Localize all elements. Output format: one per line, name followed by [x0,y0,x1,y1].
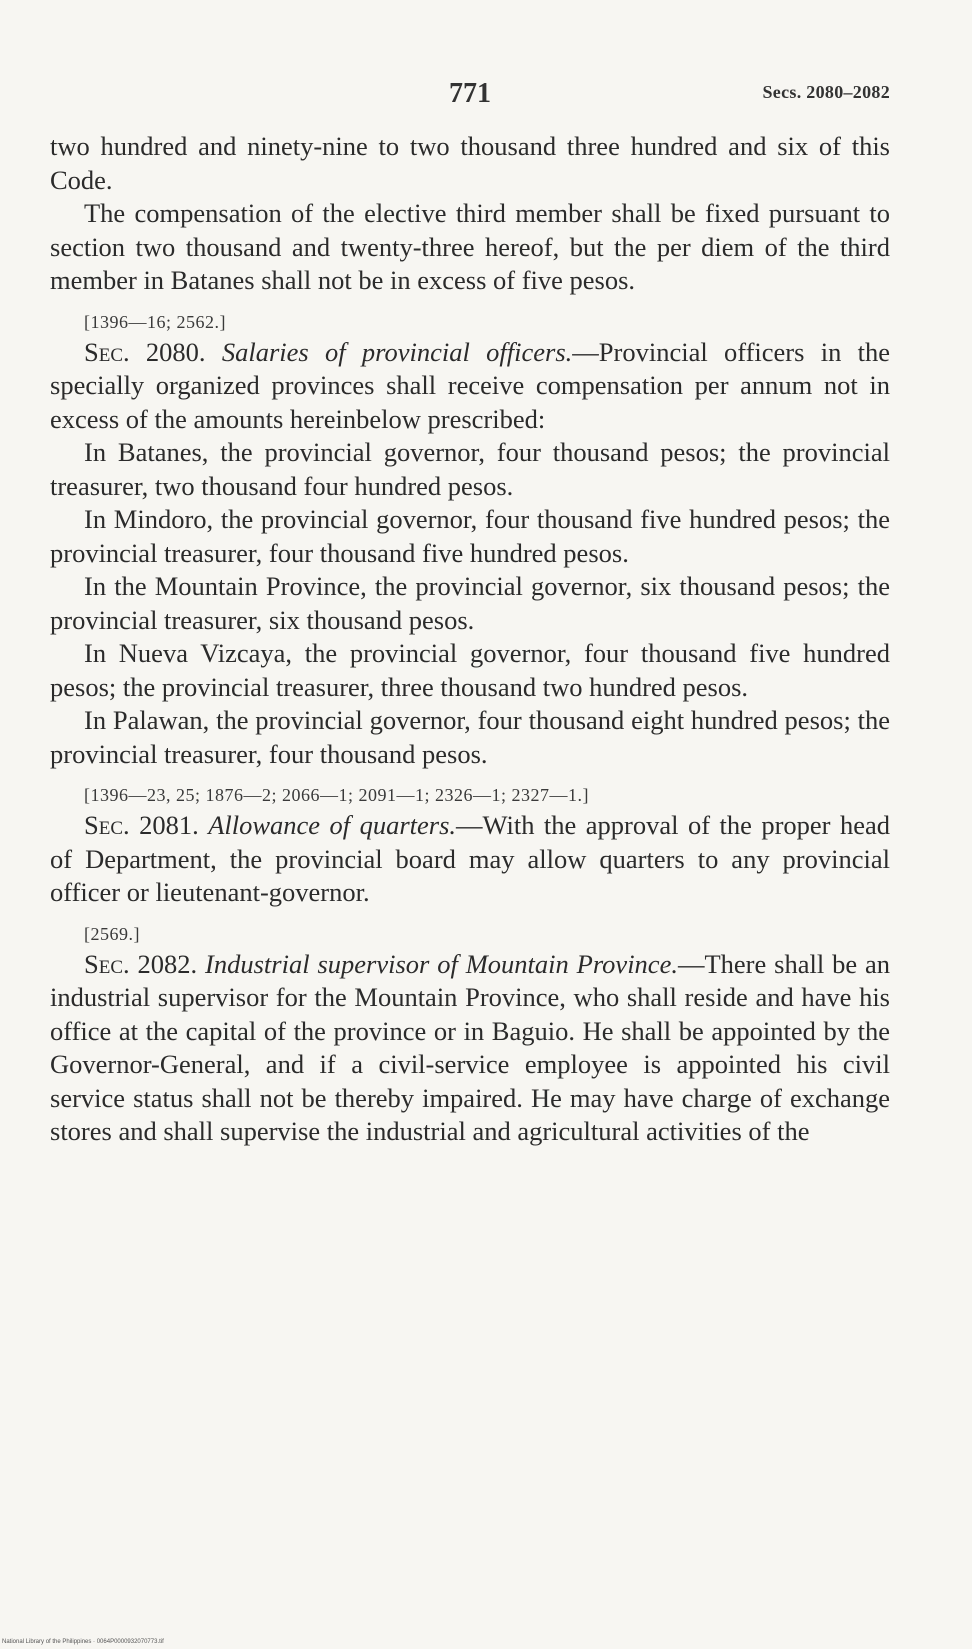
section-2082-label: Sec. 2082. [84,948,198,979]
compensation-paragraph: The compensation of the elective third member shall be fixed pursuant to section two thousand and twenty-three hereof, but the per diem of the third member in Batanes shall not be in excess of five pesos. [50,198,890,295]
batanes-paragraph: In Batanes, the provincial governor, four thousand pesos; the provincial treasurer, two thousand four hundred pesos. [50,437,890,501]
section-2081-text: —With the approval of the proper head of Department, the provincial board may allow quarters to any provincial officer or lieutenant-governor. [50,810,890,907]
section-2081 [50,809,890,910]
page-header [50,70,890,130]
section-2080 [50,336,890,437]
page-number: 771 [449,78,491,109]
citation-1: [1396—16; 2562.] [84,311,226,332]
mindoro-paragraph: In Mindoro, the provincial governor, four thousand five hundred pesos; the provincial treasurer, four thousand five hundred pesos. [50,504,890,568]
scan-source-note: National Library of the Philippines · 0064P0000932070773.tif [2,1639,164,1645]
section-2080-title: Salaries of provincial officers. [221,336,573,367]
citation-3: [2569.] [84,923,140,944]
section-2081-label: Sec. 2081. [84,810,199,840]
section-range-heading: Secs. 2080–2082 [762,82,890,102]
section-2080-label: Sec. 2080. [84,336,206,367]
citation-2: [1396—23, 25; 1876—2; 2066—1; 2091—1; 2326—1; 2327—1.] [84,785,589,805]
document-page [50,70,890,1570]
nueva-vizcaya-paragraph: In Nueva Vizcaya, the provincial governor, four thousand five hundred pesos; the provincial treasurer, three thousand two hundred pesos. [50,638,890,702]
section-2082-text: —There shall be an industrial supervisor for the Mountain Province, who shall reside and have his office at the capital of the province or in Baguio. He shall be appointed by the Governor-General, and if a civil-service employee is appointed his civil service status shall not be thereby impaired. He may have charge of exchange stores and shall supervise the industrial and agricultural activities of the [50,948,890,1146]
continued-paragraph: two hundred and ninety-nine to two thousand three hundred and six of this Code. [50,131,890,195]
section-2082 [50,948,890,1149]
section-2081-title: Allowance of quarters. [208,810,457,840]
palawan-paragraph: In Palawan, the provincial governor, four thousand eight hundred pesos; the provincial treasurer, four thousand pesos. [50,705,890,769]
mountain-province-paragraph: In the Mountain Province, the provincial governor, six thousand pesos; the provincial treasurer, six thousand pesos. [50,571,890,635]
section-2080-text: —Provincial officers in the specially organized provinces shall receive compensation per annum not in excess of the amounts hereinbelow prescribed: [50,336,890,434]
body-text [50,130,890,1149]
section-2082-title: Industrial supervisor of Mountain Province. [205,948,678,979]
